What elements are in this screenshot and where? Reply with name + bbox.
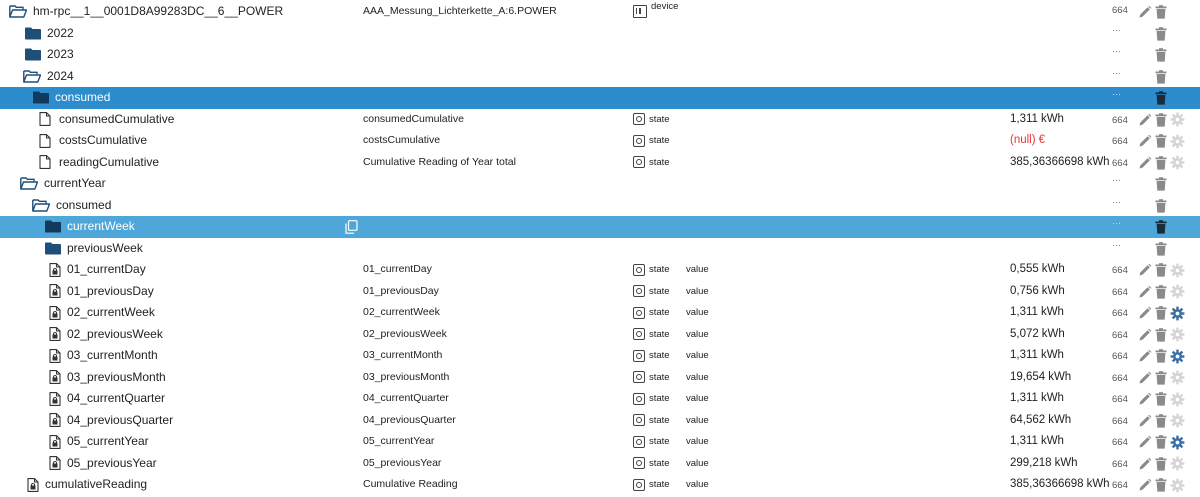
state-icon (633, 135, 645, 147)
role-type: value (686, 307, 709, 318)
row-name: 03_currentMonth (67, 348, 158, 362)
state-icon (633, 307, 645, 319)
delete-icon[interactable] (1153, 133, 1169, 149)
role-label: state (649, 156, 670, 168)
state-icon (633, 264, 645, 276)
row-value[interactable] (1010, 109, 1110, 131)
row-role (633, 152, 683, 174)
acl-placeholder: ··· (1112, 196, 1121, 207)
row-title: 05_currentYear (363, 435, 435, 447)
row-value[interactable] (1010, 410, 1110, 432)
value-number: 1,311 (1010, 435, 1038, 447)
tree-row[interactable] (0, 44, 1200, 66)
row-name: 04_currentQuarter (67, 391, 166, 405)
tree-row[interactable] (0, 87, 1200, 109)
file-icon (36, 152, 54, 174)
role-label: state (649, 393, 670, 404)
delete-icon[interactable] (1153, 155, 1169, 171)
delete-icon[interactable] (1153, 327, 1169, 343)
value-number: 1,311 (1010, 306, 1038, 318)
acl-label[interactable]: 664 (1112, 415, 1128, 427)
value-unit: kWh (1040, 306, 1064, 318)
gear-icon[interactable] (1169, 305, 1185, 321)
role-label: state (649, 414, 670, 426)
edit-icon[interactable] (1137, 155, 1153, 171)
row-name: 01_currentDay (67, 262, 146, 276)
file-lock-icon (46, 388, 64, 410)
row-title: Cumulative Reading of Year total (363, 155, 516, 168)
row-name: costsCumulative (59, 133, 148, 147)
file-lock-icon (46, 367, 64, 389)
tree-row[interactable] (0, 281, 1200, 303)
role-label: state (649, 457, 670, 469)
row-value[interactable] (1010, 431, 1110, 453)
edit-icon[interactable] (1137, 370, 1153, 386)
state-icon (633, 393, 645, 405)
acl-placeholder: ··· (1112, 67, 1121, 78)
row-role (633, 1, 683, 23)
row-role (633, 410, 683, 432)
edit-icon[interactable] (1137, 348, 1153, 364)
value-number: 385,36366698 (1010, 155, 1084, 168)
delete-icon[interactable] (1153, 176, 1169, 192)
folder-icon[interactable] (44, 238, 62, 260)
row-name: 2022 (47, 25, 74, 40)
edit-icon[interactable] (1137, 413, 1153, 429)
row-title: 03_previousMonth (363, 370, 450, 383)
acl-placeholder: ··· (1112, 24, 1121, 35)
acl-label[interactable]: 664 (1112, 394, 1128, 405)
tree-row[interactable] (0, 173, 1200, 195)
value-unit: kWh (1048, 413, 1072, 426)
gear-icon[interactable] (1169, 456, 1185, 472)
role-label: state (649, 264, 670, 275)
row-role (633, 431, 683, 453)
row-title: 04_previousQuarter (363, 413, 456, 426)
delete-icon[interactable] (1153, 198, 1169, 214)
copy-icon[interactable] (343, 219, 359, 235)
delete-icon[interactable] (1153, 26, 1169, 42)
row-name: 05_previousYear (67, 455, 157, 470)
file-lock-icon (46, 324, 64, 346)
value-number: 5,072 (1010, 327, 1039, 340)
row-name: 2023 (47, 47, 74, 61)
value-unit: kWh (1040, 112, 1064, 125)
edit-icon[interactable] (1137, 305, 1153, 321)
tree-row[interactable] (0, 23, 1200, 45)
delete-icon[interactable] (1153, 262, 1169, 278)
tree-row[interactable] (0, 345, 1200, 367)
tree-row[interactable] (0, 238, 1200, 260)
edit-icon[interactable] (1137, 477, 1153, 493)
acl-label[interactable]: 664 (1112, 5, 1128, 16)
value-unit: kWh (1040, 392, 1064, 404)
acl-label[interactable]: 664 (1112, 136, 1128, 147)
tree-row[interactable] (0, 474, 1200, 496)
edit-icon[interactable] (1137, 133, 1153, 149)
delete-icon[interactable] (1153, 4, 1169, 20)
acl-label[interactable]: 664 (1112, 351, 1128, 362)
row-name: 02_currentWeek (67, 305, 155, 319)
tree-row[interactable] (0, 367, 1200, 389)
role-type: value (686, 371, 709, 383)
edit-icon[interactable] (1137, 4, 1153, 20)
gear-icon[interactable] (1169, 348, 1185, 364)
delete-icon[interactable] (1153, 47, 1169, 63)
row-value[interactable] (1010, 259, 1110, 281)
role-label: state (649, 285, 670, 297)
role-type: value (686, 414, 709, 426)
folder-icon[interactable] (32, 87, 50, 109)
folder-open-icon[interactable] (23, 66, 41, 88)
delete-icon[interactable] (1153, 241, 1169, 257)
row-role (633, 259, 683, 281)
delete-icon[interactable] (1153, 112, 1169, 128)
folder-icon[interactable] (24, 23, 42, 45)
file-lock-icon (46, 345, 64, 367)
edit-icon[interactable] (1137, 391, 1153, 407)
role-label: state (649, 135, 670, 146)
tree-row[interactable] (0, 195, 1200, 217)
role-type: value (686, 285, 709, 297)
row-title: 01_currentDay (363, 263, 432, 275)
acl-label[interactable]: 664 (1112, 437, 1128, 448)
row-name: consumed (56, 197, 112, 212)
gear-icon[interactable] (1169, 391, 1185, 407)
state-icon (633, 436, 645, 448)
role-type: value (686, 457, 709, 469)
file-lock-icon (46, 453, 64, 475)
tree-row[interactable] (0, 259, 1200, 281)
row-value[interactable] (1010, 324, 1110, 346)
value-unit: kWh (1040, 435, 1064, 447)
row-name: 02_previousWeek (67, 326, 163, 341)
delete-icon[interactable] (1153, 219, 1169, 235)
folder-open-icon[interactable] (20, 173, 38, 195)
delete-icon[interactable] (1153, 456, 1169, 472)
row-name: cumulativeReading (45, 477, 148, 491)
value-number: 0,555 (1010, 263, 1039, 275)
tree-row[interactable] (0, 216, 1200, 238)
folder-open-icon[interactable] (32, 195, 50, 217)
folder-open-icon[interactable] (9, 1, 27, 23)
value-number: 1,311 (1010, 392, 1038, 404)
acl-placeholder: ··· (1112, 175, 1121, 185)
acl-label[interactable]: 664 (1112, 114, 1128, 126)
delete-icon[interactable] (1153, 90, 1169, 106)
row-role (633, 453, 683, 475)
gear-icon[interactable] (1169, 327, 1185, 343)
edit-icon[interactable] (1137, 456, 1153, 472)
state-icon (633, 350, 645, 362)
folder-icon[interactable] (24, 44, 42, 66)
row-name: currentYear (44, 176, 106, 190)
file-lock-icon (46, 410, 64, 432)
gear-icon[interactable] (1169, 262, 1185, 278)
state-icon (633, 457, 645, 469)
row-role (633, 302, 683, 324)
delete-icon[interactable] (1153, 348, 1169, 364)
row-title: 03_currentMonth (363, 349, 443, 361)
delete-icon[interactable] (1153, 434, 1169, 450)
value-number: 385,36366698 (1010, 478, 1084, 490)
row-value[interactable] (1010, 453, 1110, 475)
row-role (633, 130, 683, 152)
gear-icon[interactable] (1169, 155, 1185, 171)
row-title: 04_currentQuarter (363, 392, 449, 404)
file-icon (36, 109, 54, 131)
row-name: readingCumulative (59, 154, 160, 169)
value-number: 0,756 (1010, 284, 1039, 297)
row-name: 01_previousDay (67, 283, 154, 298)
acl-placeholder: ··· (1112, 46, 1121, 56)
file-lock-icon (46, 281, 64, 303)
row-role (633, 474, 683, 496)
state-icon (633, 156, 645, 168)
delete-icon[interactable] (1153, 370, 1169, 386)
role-label: state (649, 307, 670, 318)
acl-label[interactable]: 664 (1112, 286, 1128, 298)
state-icon (633, 113, 645, 125)
tree-row[interactable] (0, 431, 1200, 453)
row-name: 03_previousMonth (67, 369, 166, 384)
tree-row[interactable] (0, 130, 1200, 152)
value-number: (null) (1010, 134, 1036, 146)
acl-label[interactable]: 664 (1112, 157, 1128, 169)
row-title: 05_previousYear (363, 456, 442, 469)
file-lock-icon (46, 259, 64, 281)
role-label: device (651, 1, 679, 12)
edit-icon[interactable] (1137, 434, 1153, 450)
role-type: value (686, 436, 709, 447)
value-number: 64,562 (1010, 413, 1046, 426)
delete-icon[interactable] (1153, 413, 1169, 429)
acl-placeholder: ··· (1112, 89, 1121, 99)
value-unit: kWh (1041, 263, 1065, 275)
role-label: state (649, 113, 670, 125)
state-icon (633, 479, 645, 491)
file-lock-icon (46, 431, 64, 453)
value-unit: kWh (1041, 284, 1065, 297)
tree-row[interactable] (0, 388, 1200, 410)
row-title: 02_currentWeek (363, 306, 440, 318)
gear-icon[interactable] (1169, 370, 1185, 386)
row-name: currentWeek (67, 219, 135, 233)
tree-row[interactable] (0, 152, 1200, 174)
row-title: consumedCumulative (363, 112, 464, 125)
row-name: previousWeek (67, 240, 143, 255)
acl-label[interactable]: 664 (1112, 308, 1128, 319)
row-title: 02_previousWeek (363, 327, 447, 340)
file-icon (36, 130, 54, 152)
role-type: value (686, 393, 709, 404)
row-value[interactable] (1010, 281, 1110, 303)
value-number: 1,311 (1010, 112, 1038, 125)
row-value[interactable] (1010, 345, 1110, 367)
acl-label[interactable]: 664 (1112, 265, 1128, 276)
role-label: state (649, 371, 670, 383)
edit-icon[interactable] (1137, 112, 1153, 128)
edit-icon[interactable] (1137, 262, 1153, 278)
file-lock-icon (46, 302, 64, 324)
role-label: state (649, 436, 670, 447)
state-icon (633, 371, 645, 383)
role-label: state (649, 479, 670, 490)
folder-icon[interactable] (44, 216, 62, 238)
acl-placeholder: ··· (1112, 239, 1121, 250)
role-type: value (686, 328, 709, 340)
row-name: 04_previousQuarter (67, 412, 174, 427)
gear-icon[interactable] (1169, 284, 1185, 300)
value-unit: kWh (1041, 327, 1065, 340)
tree-row[interactable] (0, 410, 1200, 432)
row-name: 05_currentYear (67, 434, 149, 448)
gear-icon[interactable] (1169, 413, 1185, 429)
delete-icon[interactable] (1153, 391, 1169, 407)
delete-icon[interactable] (1153, 305, 1169, 321)
row-role (633, 345, 683, 367)
tree-row[interactable] (0, 1, 1200, 23)
value-unit: kWh (1086, 478, 1110, 490)
acl-label[interactable]: 664 (1112, 480, 1128, 491)
file-lock-icon (24, 474, 42, 496)
delete-icon[interactable] (1153, 284, 1169, 300)
row-role (633, 109, 683, 131)
row-title: costsCumulative (363, 134, 441, 146)
acl-placeholder: ··· (1112, 218, 1121, 228)
value-number: 299,218 (1010, 456, 1052, 469)
row-role (633, 324, 683, 346)
tree-row[interactable] (0, 453, 1200, 475)
role-type: value (686, 479, 709, 490)
value-unit: € (1038, 134, 1045, 146)
tree-row[interactable] (0, 302, 1200, 324)
value-unit: kWh (1040, 349, 1064, 361)
role-label: state (649, 328, 670, 340)
role-type: value (686, 264, 709, 275)
gear-icon[interactable] (1169, 434, 1185, 450)
row-name: 2024 (47, 68, 74, 83)
delete-icon[interactable] (1153, 69, 1169, 85)
edit-icon[interactable] (1137, 284, 1153, 300)
edit-icon[interactable] (1137, 327, 1153, 343)
state-icon (633, 414, 645, 426)
value-unit: kWh (1086, 155, 1110, 168)
row-value[interactable] (1010, 130, 1110, 152)
row-name: hm-rpc__1__0001D8A99283DC__6__POWER (33, 4, 284, 18)
row-title: AAA_Messung_Lichterkette_A:6.POWER (363, 5, 557, 17)
acl-label[interactable]: 664 (1112, 329, 1128, 341)
value-unit: kWh (1048, 370, 1072, 383)
gear-icon[interactable] (1169, 133, 1185, 149)
row-value[interactable] (1010, 474, 1110, 496)
value-number: 19,654 (1010, 370, 1046, 383)
row-value[interactable] (1010, 152, 1110, 174)
row-title: 01_previousDay (363, 284, 439, 297)
row-name: consumed (55, 90, 111, 104)
row-value[interactable] (1010, 388, 1110, 410)
row-name: consumedCumulative (59, 111, 175, 126)
value-number: 1,311 (1010, 349, 1038, 361)
device-icon (633, 5, 647, 18)
delete-icon[interactable] (1153, 477, 1169, 493)
row-value[interactable] (1010, 367, 1110, 389)
row-role (633, 367, 683, 389)
state-icon (633, 285, 645, 297)
tree-row[interactable] (0, 324, 1200, 346)
row-role (633, 388, 683, 410)
row-role (633, 281, 683, 303)
row-title: Cumulative Reading (363, 478, 458, 490)
acl-label[interactable]: 664 (1112, 458, 1128, 470)
gear-icon[interactable] (1169, 112, 1185, 128)
value-unit: kWh (1054, 456, 1078, 469)
role-type: value (686, 350, 709, 361)
tree-row[interactable] (0, 66, 1200, 88)
tree-row[interactable] (0, 109, 1200, 131)
role-label: state (649, 350, 670, 361)
acl-label[interactable]: 664 (1112, 372, 1128, 384)
gear-icon[interactable] (1169, 477, 1185, 493)
state-icon (633, 328, 645, 340)
row-value[interactable] (1010, 302, 1110, 324)
